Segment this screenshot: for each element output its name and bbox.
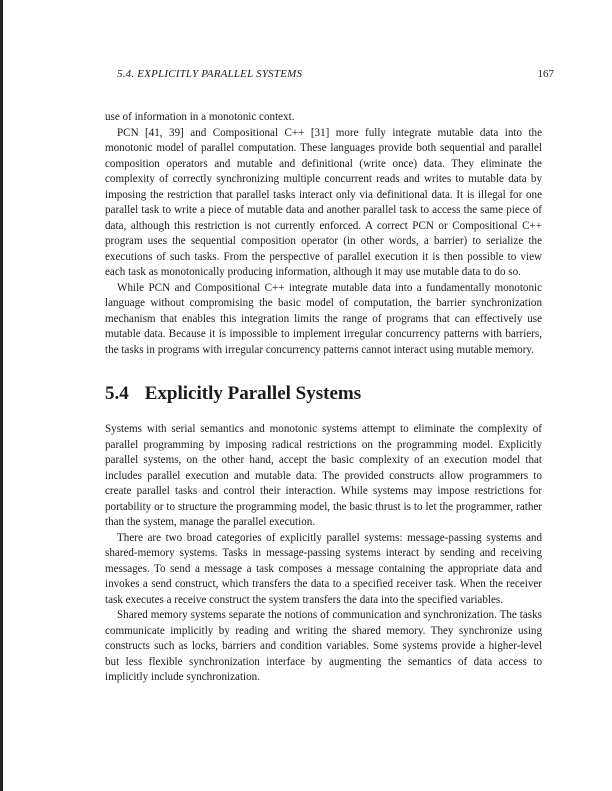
running-title: 5.4. EXPLICITLY PARALLEL SYSTEMS (117, 68, 303, 80)
paragraph: Systems with serial semantics and monotonic systems attempt to eliminate the complexity of parallel programming by imposing radical restrictions on the programming model. Explicitly parallel systems, on the other hand, accept the basic complexity of an execution model that includes parallel execution and mutable data. The provided constructs allow programmers to create parallel tasks and control their interaction. While systems may impose restrictions for portability or to structure the programming model, the basic thrust is to let the programmer, rather than the system, manage the parallel execution. (105, 423, 542, 528)
section-heading (105, 382, 542, 406)
section-number: 5.4 (105, 383, 129, 404)
page-number: 167 (537, 68, 554, 80)
page-spine-edge (0, 0, 3, 791)
paragraph: There are two broad categories of explicitly parallel systems: message-passing systems and shared-memory systems. Tasks in message-passing systems interact by sending and receiving messages. To send a message a task composes a message containing the appropriate data and invokes a send construct, which transfers the data to a specified receiver task. When the receiver task executes a receive construct the system transfers the data into the specified variables. (105, 531, 542, 606)
page-body (105, 110, 542, 686)
paragraph: PCN [41, 39] and Compositional C++ [31] more fully integrate mutable data into the monotonic model of parallel computation. These languages provide both sequential and parallel composition operators and mutable and definitional (write once) data. They eliminate the complexity of correctly synchronizing multiple concurrent reads and writes to mutable data by imposing the restriction that parallel tasks interact only via definitional data. It is illegal for one parallel task to write a piece of mutable data and another parallel task to access the same piece of data, although this restriction is not currently enforced. A correct PCN or Compositional C++ program uses the sequential composition operator (in other words, a barrier) to serialize the executions of such tasks. From the perspective of parallel execution it is then possible to view each task as monotonically producing information, although it may use mutable data to do so. (105, 126, 542, 278)
paragraph: While PCN and Compositional C++ integrate mutable data into a fundamentally monotonic language without compromising the basic model of computation, the barrier synchronization mechanism that enables this integration limits the range of programs that can effectively use mutable data. Because it is impossible to implement irregular concurrency patterns with barriers, the tasks in programs with irregular concurrency patterns cannot interact using mutable memory. (105, 281, 542, 356)
section-title: Explicitly Parallel Systems (144, 383, 362, 404)
page-header (117, 68, 554, 80)
paragraph: use of information in a monotonic context. (105, 111, 295, 123)
paragraph: Shared memory systems separate the notions of communication and synchronization. The tasks communicate implicitly by reading and writing the shared memory. They synchronize using constructs such as locks, barriers and condition variables. Some systems provide a higher-level but less flexible synchronization interface by augmenting the semantics of data access to implicitly include synchronization. (105, 609, 542, 683)
